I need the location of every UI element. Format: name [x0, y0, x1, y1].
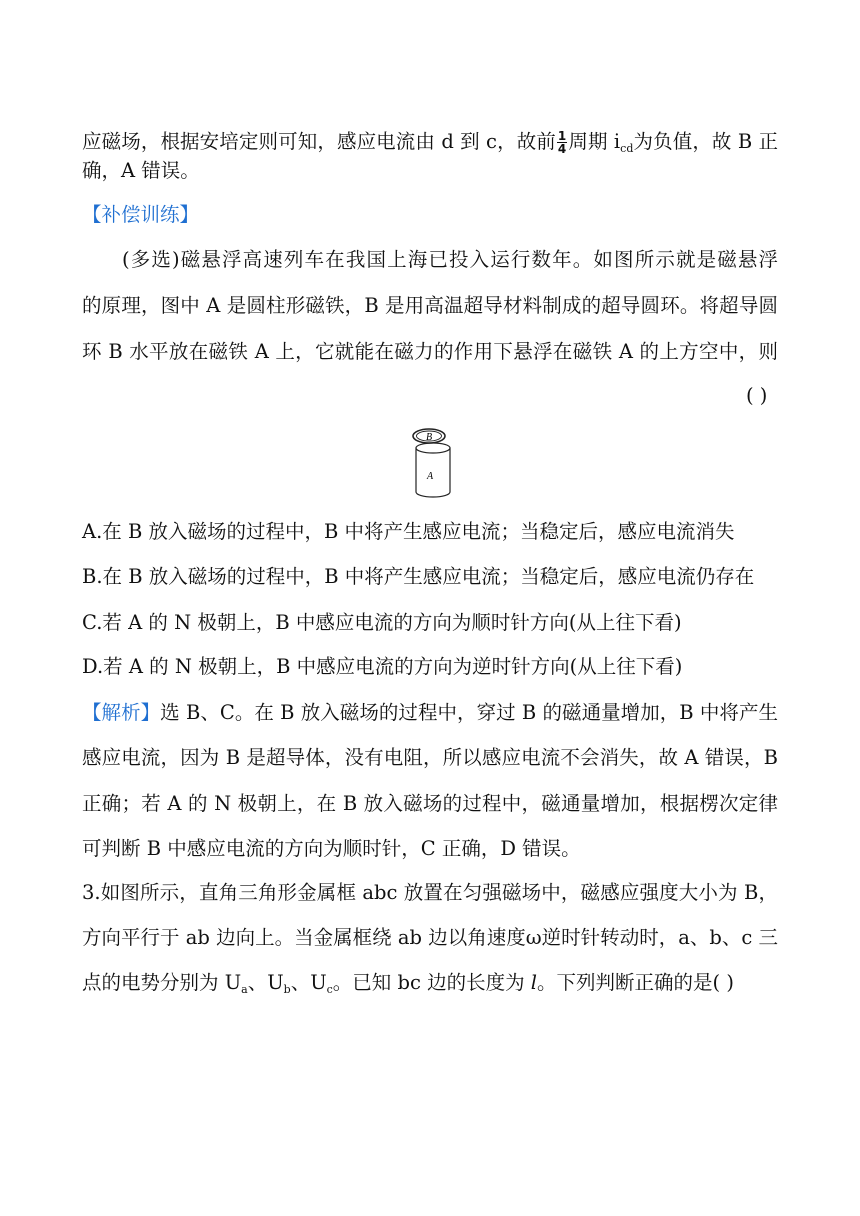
option-a: A.在 B 放入磁场的过程中，B 中将产生感应电流；当稳定后，感应电流消失	[82, 520, 735, 543]
analysis-line-4: 可判断 B 中感应电流的方向为顺时针，C 正确，D 错误。	[82, 837, 581, 860]
analysis-line-3: 正确；若 A 的 N 极朝上，在 B 放入磁场的过程中，磁通量增加，根据楞次定律	[82, 792, 778, 815]
prev-line-2: 确，A 错误。	[82, 159, 200, 182]
question3-line-1: 3.如图所示，直角三角形金属框 abc 放置在匀强磁场中，磁感应强度大小为 B，	[82, 881, 778, 904]
maglev-figure	[408, 426, 458, 500]
option-d: D.若 A 的 N 极朝上，B 中感应电流的方向为逆时针方向(从上往下看)	[82, 655, 683, 678]
ring-label-b: B	[425, 432, 433, 443]
fraction-one-quarter: $\frac{1}{4}$	[557, 129, 567, 156]
question3-line-2: 方向平行于 ab 边向上。当金属框绕 ab 边以角速度ω逆时针转动时，a、b、c 三	[82, 926, 778, 949]
question-line-3: 环 B 水平放在磁铁 A 上，它就能在磁力的作用下悬浮在磁铁 A 的上方空中，则	[82, 340, 778, 363]
analysis-line-1: 【解析】选 B、C。在 B 放入磁场的过程中，穿过 B 的磁通量增加，B 中将产生	[82, 701, 778, 724]
prev-line-1: 应磁场，根据安培定则可知，感应电流由 d 到 c，故前 $\frac{1}{4}$ 周期 $i_{cd}$为负值，故 B 正	[82, 129, 779, 156]
analysis-line-2: 感应电流，因为 B 是超导体，没有电阻，所以感应电流不会消失，故 A 错误，B	[82, 746, 778, 769]
option-c: C.若 A 的 N 极朝上，B 中感应电流的方向为顺时针方向(从上往下看)	[82, 611, 682, 634]
option-b: B.在 B 放入磁场的过程中，B 中将产生感应电流；当稳定后，感应电流仍存在	[82, 565, 755, 588]
question-line-2: 的原理，图中 A 是圆柱形磁铁，B 是用高温超导材料制成的超导圆环。将超导圆	[82, 294, 778, 317]
magnet-label-a: A	[426, 471, 434, 482]
question-line-1: (多选)磁悬浮高速列车在我国上海已投入运行数年。如图所示就是磁悬浮	[122, 248, 778, 271]
section-tag-jiexi: 【解析】	[82, 701, 161, 724]
section-tag-bucheng: 【补偿训练】	[82, 203, 200, 226]
question3-line-3: 点的电势分别为 $U_a$、$U_b$、$U_c$。已知 bc 边的长度为 l。下列判断正确的是( )	[82, 971, 734, 996]
answer-paren: ( )	[746, 384, 768, 407]
